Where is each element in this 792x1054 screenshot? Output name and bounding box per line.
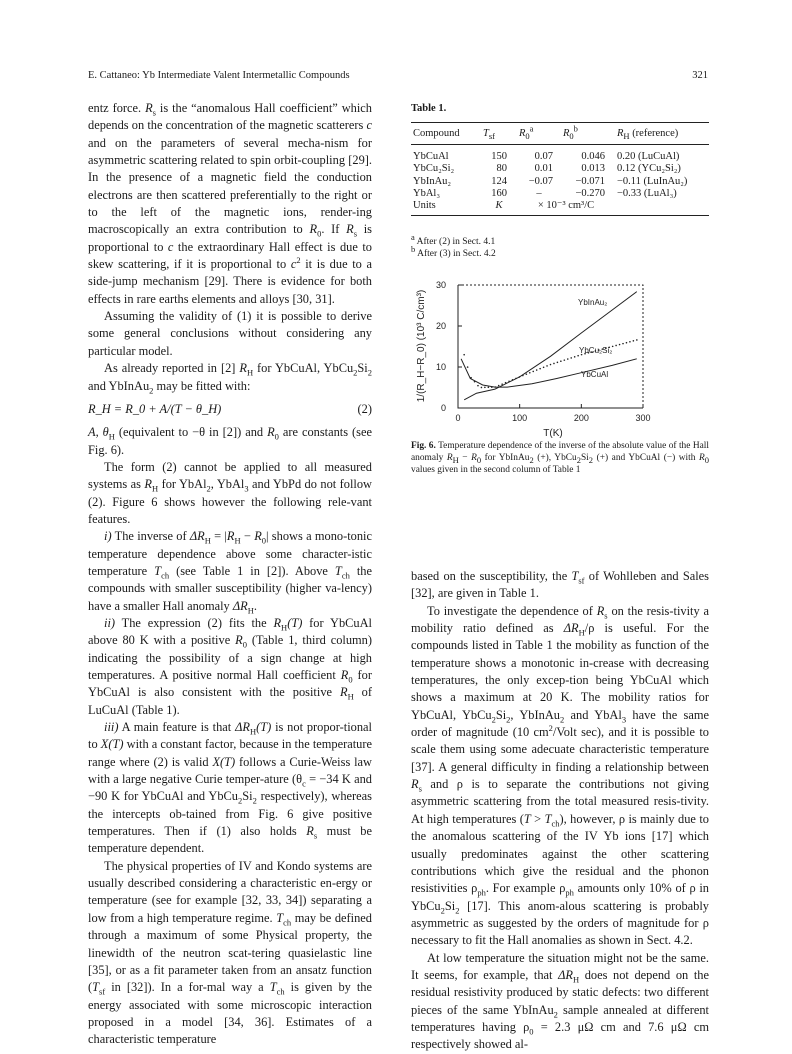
paragraph: The form (2) cannot be applied to all measured systems as $R_H$ for YbAl$_2$, YbAl$_3$ and YbPd do not follow (2). Figure 6 shows however the following rele-vant features. — [88, 459, 372, 526]
table-footnotes — [411, 231, 496, 260]
running-head-title: E. Cattaneo: Yb Intermediate Valent Intermetallic Compounds — [88, 70, 350, 81]
series-label-ybcual: YbCuAl — [581, 370, 609, 379]
series-point-1 — [560, 360, 562, 362]
x-tick-label: 0 — [455, 413, 461, 423]
table-row — [411, 163, 709, 175]
col-header-compound: Compound — [411, 123, 481, 145]
series-point-1 — [633, 340, 635, 342]
table-row — [411, 188, 709, 200]
cell-r0a: 0.01 — [534, 163, 553, 175]
series-point-1 — [567, 358, 569, 360]
paragraph: based on the susceptibility, the $T_{sf}$ of Wohlleben and Sales [32], are given in Table 1. — [411, 569, 709, 601]
series-point-1 — [574, 356, 576, 358]
series-point-1 — [505, 382, 507, 384]
table-row — [411, 176, 709, 188]
series-point-1 — [512, 379, 514, 381]
y-tick-label: 0 — [440, 403, 446, 413]
x-tick-label: 300 — [635, 413, 651, 423]
y-tick-label: 20 — [435, 321, 446, 331]
col-header-rh: $R_H$ (reference) — [615, 123, 709, 145]
series-point-1 — [467, 366, 469, 368]
left-column — [88, 100, 372, 1049]
col-header-tsf: $T_{sf}$ — [481, 123, 517, 145]
series-line-2 — [461, 359, 637, 387]
series-point-1 — [636, 339, 638, 341]
paragraph: To investigate the dependence of $R_s$ on the resis-tivity a mobility ratio defined as $\Delta R_H/\rho$ is useful. For the compounds listed in Table 1 the mobility as function of the temperature shows a monotonic in-crease with decreasing temperatures, the only excep-tion being YbCuAl which shows a maximum at 20 K. The mobility ratios for YbCuAl, $YbCu_2Si_2$, YbInAu$_2$ and YbAl$_3$ have the same order of magnitude (10 $cm^2$/Volt sec), and it is possible to scale them using some adecuate characteristic temperature [37]. A general difficulty in finding a relationship between $R_s$ and ρ is to separate the contributions not giving asymmetric scattering from the total measured resis-tivity. At high temperatures $(T > T_{ch})$, however, ρ is mainly due to the anomalous scattering of the IV Yb ions [17] which usually predominates against the other scattering contributions which give the residual and the phonon resistivities $\rho_{ph}$. For example $\rho_{ph}$ amounts only 10% of ρ in $YbCu_2Si_2$ [17]. This anom-alous scattering is probably asymmetric as suggested by the orders of magnitude for ρ necessary to fit the Hall anomalies as shown in Sect. 4.2. — [411, 603, 710, 948]
cell-rh: −0.33 (LuAl₃) — [617, 187, 677, 199]
equation-body: R_H = R_0 + A/(T − θ_H) — [88, 401, 222, 416]
series-point-1 — [519, 376, 521, 378]
cell-tsf: 80 — [496, 163, 507, 175]
paragraph: ii) The expression (2) fits the $R_H(T)$ for YbCuAl above 80 K with a positive $R_0$ (Table 1, third column) indicating the possibility of a sign change at high temperatures. A positive normal Hall coefficient $R_0$ for YbCuAl is also consistent with the positive $R_H$ of LuCuAl (Table 1). — [88, 615, 372, 717]
series-point-1 — [501, 383, 503, 385]
paragraph: A, $\theta_H$ (equivalent to −θ in [2]) and $R_0$ are constants (see Fig. 6). — [88, 425, 372, 457]
series-point-1 — [515, 378, 517, 380]
series-point-1 — [498, 385, 500, 387]
footnote: $^b$ After (3) in Sect. 4.2 — [411, 243, 496, 259]
paragraph: As already reported in [2] $R_H$ for YbCuAl, $YbCu_2Si_2$ and YbInAu$_2$ may be fitted with: — [88, 361, 372, 395]
x-tick-label: 200 — [573, 413, 589, 423]
hall-anomaly-chart — [411, 278, 711, 438]
footnote: $^a$ After (2) in Sect. 4.1 — [411, 231, 496, 247]
col-header-r0b: $R_0^b$ — [561, 123, 615, 145]
series-label-yblnau2: YbInAu₂ — [578, 298, 608, 307]
series-point-1 — [539, 368, 541, 370]
series-point-1 — [481, 387, 483, 389]
paragraph: i) The inverse of $\Delta R_H = |R_H - R_0|$ shows a mono-tonic temperature dependence above some character-istic temperature $T_{ch}$ (see Table 1 in [2]). Above $T_{ch}$ the compounds with smaller susceptibility (higher va-lency) have a smaller Hall anomaly $\Delta R_H$. — [88, 529, 372, 616]
x-axis-label: T(K) — [543, 428, 563, 438]
cell-compound: YbAl₃ — [413, 187, 440, 199]
y-axis-label: 1/(R_H−R_0) (10³ C/cm³) — [416, 289, 427, 403]
paragraph: entz force. $R_s$ is the “anomalous Hall coefficient” which depends on the concentration of the magnetic scatterers c and on the parameters of several mecha-nism for asymmetric scattering related to spin orbit-coupling [29]. In the presence of a magnetic field the conduction electrons are then scattered preferentially to the right or to the left of the magnetic ions, render-ing macroscopically an extra contribution to $R_0$. If $R_s$ is proportional to c the extraordinary Hall effect is due to skew scattering, if it is proportional to $c^2$ it is due to a side-jump mechanism [29]. There is evidence for both effects in rare earths elements and alloys [30, 31]. — [88, 101, 372, 306]
series-point-1 — [626, 342, 628, 344]
cell-units-rh — [615, 200, 709, 216]
cell-units-tsf: K — [481, 200, 517, 216]
cell-compound: YbCu₂Si₂ — [413, 163, 455, 175]
cell-units-label: Units — [411, 200, 481, 216]
series-point-1 — [622, 343, 624, 345]
series-point-1 — [570, 357, 572, 359]
series-point-1 — [550, 364, 552, 366]
paragraph: At low temperature the situation might not be the same. It seems, for example, that $\Delta R_H$ does not depend on the residual resistivity produced by static defects: two different pieces of the same YbInAu$_2$ sample annealed at different temperatures having $\rho_0 = 2.3$ μΩ cm and 7.6 μΩ cm respectively showed al- — [411, 950, 710, 1052]
cell-tsf: 150 — [491, 151, 507, 162]
series-point-1 — [522, 375, 524, 377]
cell-rh: −0.11 (LuInAu₂) — [617, 175, 688, 187]
page-number: 321 — [692, 70, 708, 81]
series-point-1 — [557, 362, 559, 364]
col-header-r0a: $R_0^a$ — [517, 123, 561, 145]
y-tick-label: 30 — [435, 280, 446, 290]
series-point-1 — [484, 387, 486, 389]
data-table — [411, 122, 709, 216]
series-point-1 — [508, 380, 510, 382]
series-point-1 — [532, 371, 534, 373]
cell-r0a: 0.07 — [534, 151, 553, 162]
series-point-1 — [629, 341, 631, 343]
series-point-1 — [577, 355, 579, 357]
cell-tsf: 160 — [491, 187, 507, 199]
plot-frame — [458, 285, 643, 408]
series-point-1 — [553, 363, 555, 365]
cell-r0a: – — [536, 187, 542, 199]
cell-r0b: 0.046 — [581, 151, 605, 162]
series-point-1 — [529, 372, 531, 374]
y-tick-label: 10 — [435, 362, 446, 372]
cell-tsf: 124 — [491, 175, 507, 187]
figure-caption: Fig. 6. Temperature dependence of the inverse of the absolute value of the Hall anomaly $R_H - R_0$ for YbInAu$_2$ (+), $YbCu_2Si_2$ (+) and YbCuAl (−) with $R_0$ values given in the second column of Table 1 — [411, 441, 709, 476]
equation-number: (2) — [357, 401, 372, 416]
table-row — [411, 145, 709, 164]
series-point-1 — [463, 354, 465, 356]
series-point-1 — [619, 344, 621, 346]
paragraph: iii) A main feature is that $\Delta R_H(T)$ is not propor-tional to X(T) with a constant factor, because in the temperature range where (2) is valid X(T) follows a Curie-Weiss law with a large negative Curie temper-ature ($\theta_c = -34$ K and −90 K for YbCuAl and $YbCu_2Si_2$ respectively), whereas the intercepts ob-tained from Fig. 6 give positive temperatures. Then if (1) also holds $R_s$ must be temperature dependent. — [88, 720, 372, 856]
series-point-1 — [564, 359, 566, 361]
cell-r0b: 0.013 — [581, 163, 605, 175]
cell-r0a: −0.07 — [528, 175, 553, 187]
paragraph: The physical properties of IV and Kondo systems are usually described considering a characteristic en-ergy or temperature (see for example [32, 33, 34]) separating a low from a high temperature regime. $T_{ch}$ may be defined through a maximum of some Physical property, the linewidth of the neutron scat-tering quasielastic line [35], or as a fit parameter taken from an ansatz function ($T_{sf}$ in [32]). In a for-mal way a $T_{ch}$ is given by the energy associated with some microscopic interaction proposed in a model [34, 36]. Estimates of a characteristic temperature — [88, 858, 373, 1047]
ticks — [436, 280, 651, 423]
cell-r0b: −0.270 — [575, 187, 605, 199]
series-point-1 — [615, 345, 617, 347]
cell-compound: YbInAu₂ — [413, 175, 452, 187]
paragraph: Assuming the validity of (1) it is possible to derive some general conclusions without considering any particular model. — [88, 309, 372, 358]
series-label-ybcu2si2: YbCu₂Si₂ — [579, 346, 613, 355]
equation — [88, 401, 372, 418]
series-point-1 — [546, 365, 548, 367]
cell-rh: 0.20 (LuCuAl) — [617, 151, 680, 162]
series-point-1 — [526, 373, 528, 375]
table-units-row — [411, 200, 709, 216]
x-tick-label: 100 — [512, 413, 528, 423]
series-point-1 — [536, 369, 538, 371]
figure-6 — [411, 278, 711, 443]
table-header-row — [411, 123, 709, 145]
cell-compound: YbCuAl — [413, 151, 449, 162]
series-point-1 — [477, 385, 479, 387]
cell-r0b: −0.071 — [575, 175, 605, 187]
series-point-1 — [488, 386, 490, 388]
right-column — [411, 568, 709, 1054]
cell-rh: 0.12 (YCu₂Si₂) — [617, 163, 681, 175]
series-point-1 — [543, 366, 545, 368]
table-title: Table 1. — [411, 103, 447, 114]
cell-units-r0: × 10⁻³ cm³/C — [517, 200, 615, 216]
